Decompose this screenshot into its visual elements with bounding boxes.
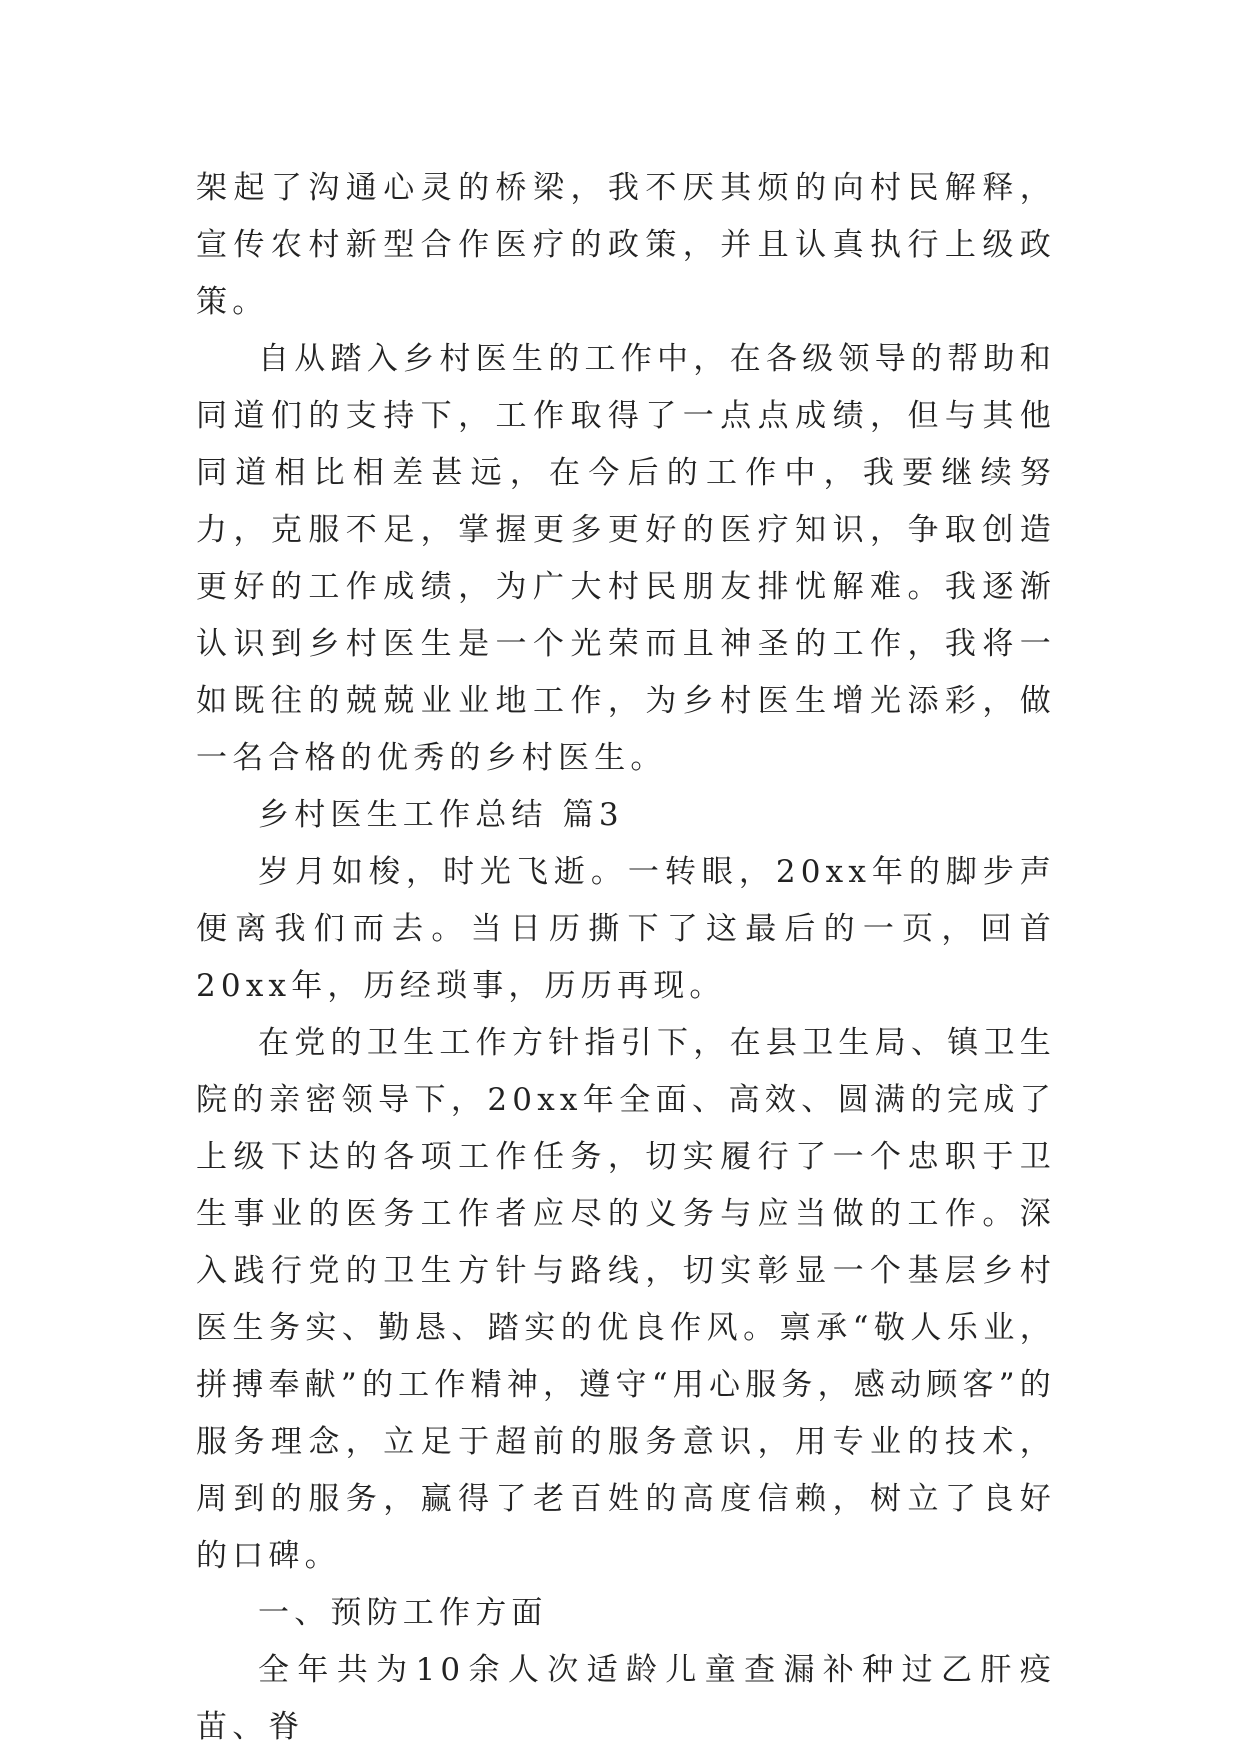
paragraph-intro: 岁月如梭，时光飞逝。一转眼，20xx年的脚步声便离我们而去。当日历撕下了这最后的一页，回首20xx年，历经琐事，历历再现。 (196, 854, 1056, 1004)
paragraph-overview: 在党的卫生工作方针指引下，在县卫生局、镇卫生院的亲密领导下，20xx年全面、高效、圆满的完成了上级下达的各项工作任务，切实履行了一个忠职于卫生事业的医务工作者应尽的义务与应当做的工作。深入践行党的卫生方针与路线，切实彰显一个基层乡村医生务实、勤恳、踏实的优良作风。禀承“敬人乐业，拼搏奉献”的工作精神，遵守“用心服务，感动顾客”的服务理念，立足于超前的服务意识，用专业的技术，周到的服务，赢得了老百姓的高度信赖，树立了良好的口碑。 (196, 1025, 1056, 1574)
document-body (196, 160, 1056, 1756)
paragraph-summary: 自从踏入乡村医生的工作中，在各级领导的帮助和同道们的支持下，工作取得了一点点成绩，但与其他同道相比相差甚远，在今后的工作中，我要继续努力，克服不足，掌握更多更好的医疗知识，争取创造更好的工作成绩，为广大村民朋友排忧解难。我逐渐认识到乡村医生是一个光荣而且神圣的工作，我将一如既往的兢兢业业地工作，为乡村医生增光添彩，做一名合格的优秀的乡村医生。 (196, 341, 1056, 776)
subheading-prevention: 一、预防工作方面 (258, 1595, 548, 1631)
section-heading-part3: 乡村医生工作总结 篇3 (258, 797, 624, 833)
paragraph-continuation: 架起了沟通心灵的桥梁，我不厌其烦的向村民解释，宣传农村新型合作医疗的政策，并且认真执行上级政策。 (196, 170, 1056, 320)
paragraph-prevention: 全年共为10余人次适龄儿童查漏补种过乙肝疫苗、脊 (196, 1652, 1056, 1745)
